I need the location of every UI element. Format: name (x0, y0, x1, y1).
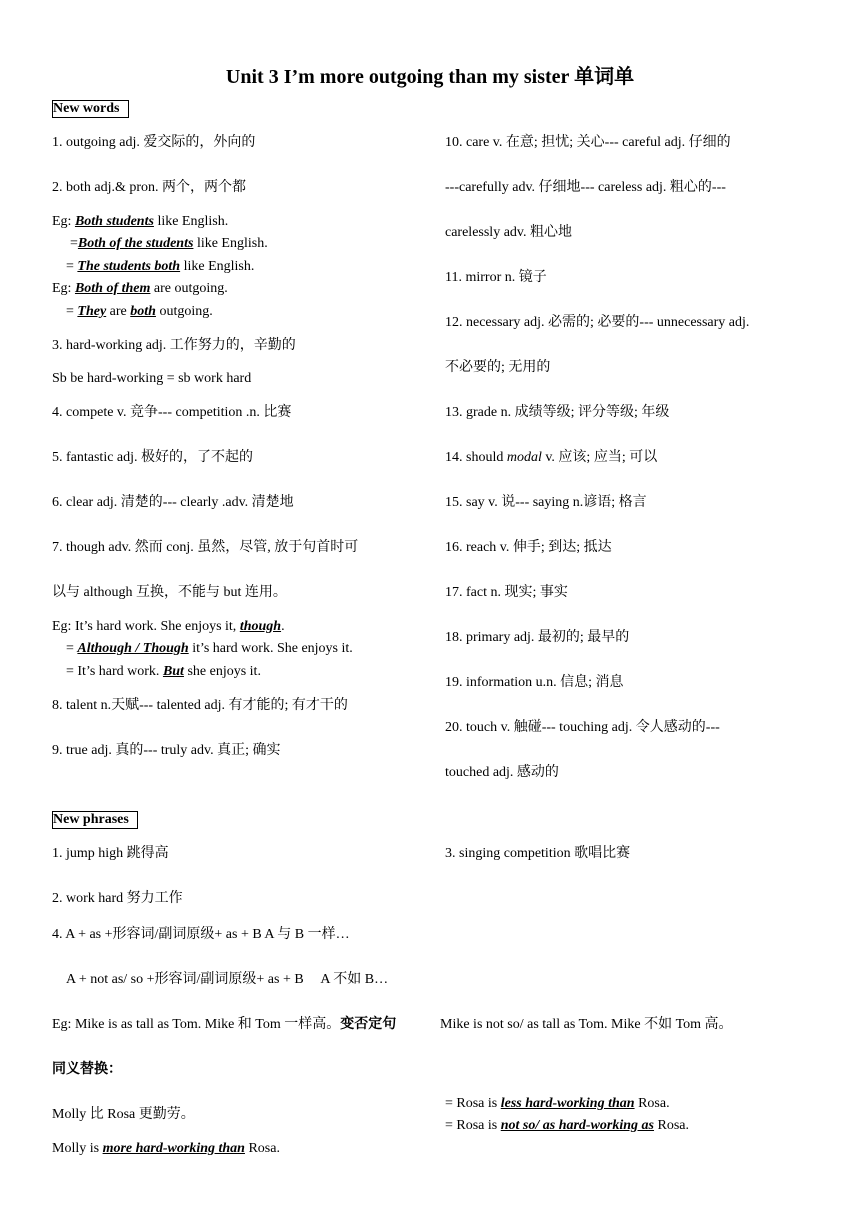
word-entry-18: 18. primary adj. 最初的; 最早的 (445, 630, 630, 645)
example-text: = (66, 259, 78, 274)
example-highlight: Both of the students (77, 236, 194, 251)
word-entry-2: 2. both adj.& pron. 两个，两个都 (52, 180, 247, 195)
example-text: = (66, 304, 78, 319)
phrase-entry-4-cont: A + not as/ so +形容词/副词原级+ as + B A 不如 B… (66, 972, 389, 987)
section-label-new-phrases: New phrases (52, 811, 138, 829)
example-line (70, 235, 268, 253)
phrase-entry-3: 3. singing competition 歌唱比赛 (445, 846, 631, 861)
example-highlight: though (239, 619, 282, 634)
example-line (52, 213, 228, 231)
example-text: = Rosa is (445, 1118, 501, 1133)
word-entry-4: 4. compete v. 竞争--- competition .n. 比赛 (52, 405, 292, 420)
example-line (66, 258, 254, 276)
phrase-entry-4: 4. A + as +形容词/副词原级+ as + B A 与 B 一样… (52, 927, 350, 942)
example-highlight: But (162, 664, 184, 679)
example-highlight: Both of them (74, 281, 151, 296)
example-text: she enjoys it. (183, 664, 261, 679)
word-entry-9: 9. true adj. 真的--- truly adv. 真正; 确实 (52, 743, 281, 758)
synonym-sentence-cn: Molly 比 Rosa 更勤劳。 (52, 1107, 195, 1122)
example-text: Eg: Mike is as tall as Tom. Mike 和 Tom 一样高。 (52, 1017, 341, 1032)
word-text: 14. should (445, 450, 507, 465)
word-entry-8: 8. talent n.天赋--- talented adj. 有才能的; 有才干的 (52, 698, 348, 713)
phrase-example-negative: Mike is not so/ as tall as Tom. Mike 不如 Tom 高。 (440, 1017, 733, 1032)
phrase-example (52, 1016, 396, 1034)
word-text-italic: modal (506, 450, 542, 465)
example-highlight: The students both (77, 259, 181, 274)
synonym-sentence (445, 1117, 689, 1135)
word-entry-17: 17. fact n. 现实; 事实 (445, 585, 568, 600)
phrase-entry-1: 1. jump high 跳得高 (52, 846, 169, 861)
word-entry-20: 20. touch v. 触碰--- touching adj. 令人感动的--- (445, 720, 720, 735)
example-text: Rosa. (634, 1096, 670, 1111)
example-highlight: They (77, 304, 107, 319)
example-text: = Rosa is (445, 1096, 501, 1111)
word-entry-12: 12. necessary adj. 必需的; 必要的--- unnecessary adj. (445, 315, 750, 330)
word-entry-3: 3. hard-working adj. 工作努力的，辛勤的 (52, 338, 296, 353)
example-highlight: less hard-working than (500, 1096, 635, 1111)
word-note: Sb be hard-working = sb work hard (52, 371, 252, 386)
example-text: Rosa. (654, 1118, 690, 1133)
example-text: like English. (193, 236, 268, 251)
example-text: . (281, 619, 285, 634)
example-text: outgoing. (155, 304, 213, 319)
example-highlight: Although / Though (77, 641, 189, 656)
example-line (66, 663, 261, 681)
synonym-sentence (445, 1095, 670, 1113)
example-text: are (106, 304, 131, 319)
example-highlight: not so/ as hard-working as (500, 1118, 655, 1133)
word-entry-6: 6. clear adj. 清楚的--- clearly .adv. 清楚地 (52, 495, 294, 510)
example-highlight: both (130, 304, 156, 319)
phrase-entry-2: 2. work hard 努力工作 (52, 891, 183, 906)
example-text: = (66, 641, 78, 656)
example-text: are outgoing. (150, 281, 228, 296)
word-entry-19: 19. information u.n. 信息; 消息 (445, 675, 624, 690)
example-text: like English. (180, 259, 255, 274)
example-line (52, 618, 285, 636)
example-highlight: Both students (74, 214, 154, 229)
example-text: Eg: (52, 214, 75, 229)
word-entry-5: 5. fantastic adj. 极好的，了不起的 (52, 450, 254, 465)
word-entry-12-cont: 不必要的; 无用的 (445, 360, 551, 375)
example-text: Molly is (52, 1141, 103, 1156)
page-title: Unit 3 I’m more outgoing than my sister 单词单 (225, 66, 635, 88)
word-entry-15: 15. say v. 说--- saying n.谚语; 格言 (445, 495, 647, 510)
word-entry-10-cont: carelessly adv. 粗心地 (445, 225, 572, 240)
example-line (52, 280, 228, 298)
word-entry-11: 11. mirror n. 镜子 (445, 270, 547, 285)
example-text: Eg: It’s hard work. She enjoys it, (52, 619, 240, 634)
word-entry-14 (445, 449, 657, 467)
word-entry-7-cont: 以与 although 互换，不能与 but 连用。 (52, 585, 287, 600)
word-entry-1: 1. outgoing adj. 爱交际的，外向的 (52, 135, 256, 150)
section-label-new-words: New words (52, 100, 129, 118)
example-text: Eg: (52, 281, 75, 296)
word-entry-20-cont: touched adj. 感动的 (445, 765, 559, 780)
word-entry-7: 7. though adv. 然而 conj. 虽然，尽管, 放于句首时可 (52, 540, 359, 555)
example-text: it’s hard work. She enjoys it. (188, 641, 353, 656)
word-entry-10-cont: ---carefully adv. 仔细地--- careless adj. 粗心的--- (445, 180, 726, 195)
synonym-sentence (52, 1140, 280, 1158)
example-negation-label: 变否定句 (340, 1017, 397, 1032)
example-text: = (70, 236, 78, 251)
example-text: like English. (153, 214, 229, 229)
example-line (66, 303, 213, 321)
word-text: v. 应该; 应当; 可以 (541, 450, 658, 465)
word-entry-10: 10. care v. 在意; 担忧; 关心--- careful adj. 仔细的 (445, 135, 731, 150)
example-highlight: more hard-working than (102, 1141, 245, 1156)
example-text: Rosa. (244, 1141, 280, 1156)
word-entry-13: 13. grade n. 成绩等级; 评分等级; 年级 (445, 405, 670, 420)
section-label-synonym: 同义替换： (52, 1062, 122, 1077)
example-text: = It’s hard work. (66, 664, 163, 679)
example-line (66, 640, 353, 658)
word-entry-16: 16. reach v. 伸手; 到达; 抵达 (445, 540, 612, 555)
